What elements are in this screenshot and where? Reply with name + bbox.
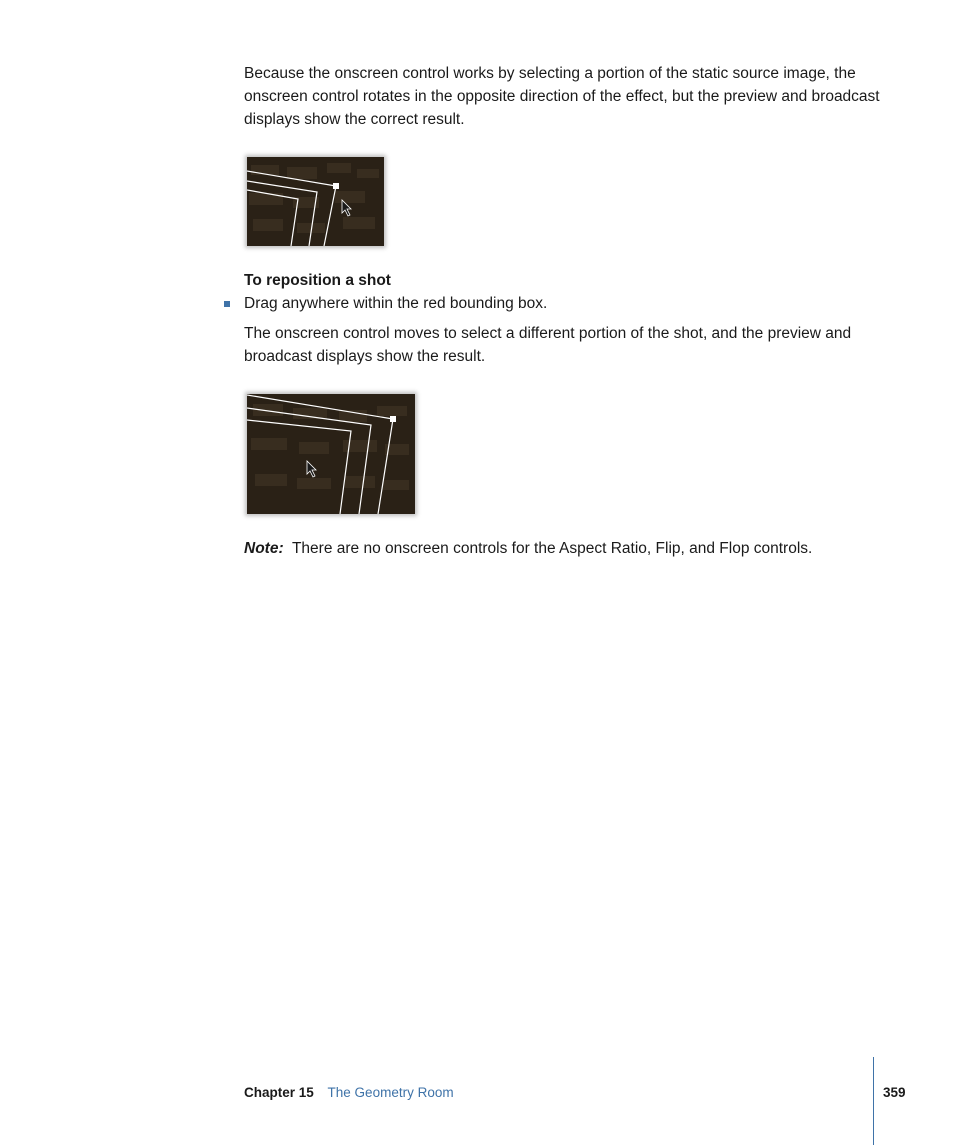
footer-chapter: Chapter 15 <box>244 1085 314 1100</box>
repositioned-control-screenshot <box>247 394 415 514</box>
note-label: Note: <box>244 540 284 557</box>
bullet-icon <box>224 301 230 307</box>
intro-paragraph: Because the onscreen control works by selecting a portion of the static source image, the onscreen control rotates in the opposite direction of the effect, but the preview and broadcast displays show the correct result. <box>244 65 880 128</box>
procedure-result: The onscreen control moves to select a different portion of the shot, and the preview and broadcast displays show the result. <box>244 325 852 365</box>
page-footer <box>244 1085 454 1100</box>
page-number: 359 <box>883 1085 906 1100</box>
note-text: There are no onscreen controls for the Aspect Ratio, Flip, and Flop controls. <box>291 540 813 557</box>
note-paragraph <box>244 537 884 560</box>
footer-section-title: The Geometry Room <box>327 1085 454 1100</box>
procedure-step-text: Drag anywhere within the red bounding box. <box>244 295 548 312</box>
footer-divider <box>873 1057 874 1145</box>
procedure-heading: To reposition a shot <box>244 272 391 289</box>
rotated-control-screenshot <box>247 157 384 246</box>
